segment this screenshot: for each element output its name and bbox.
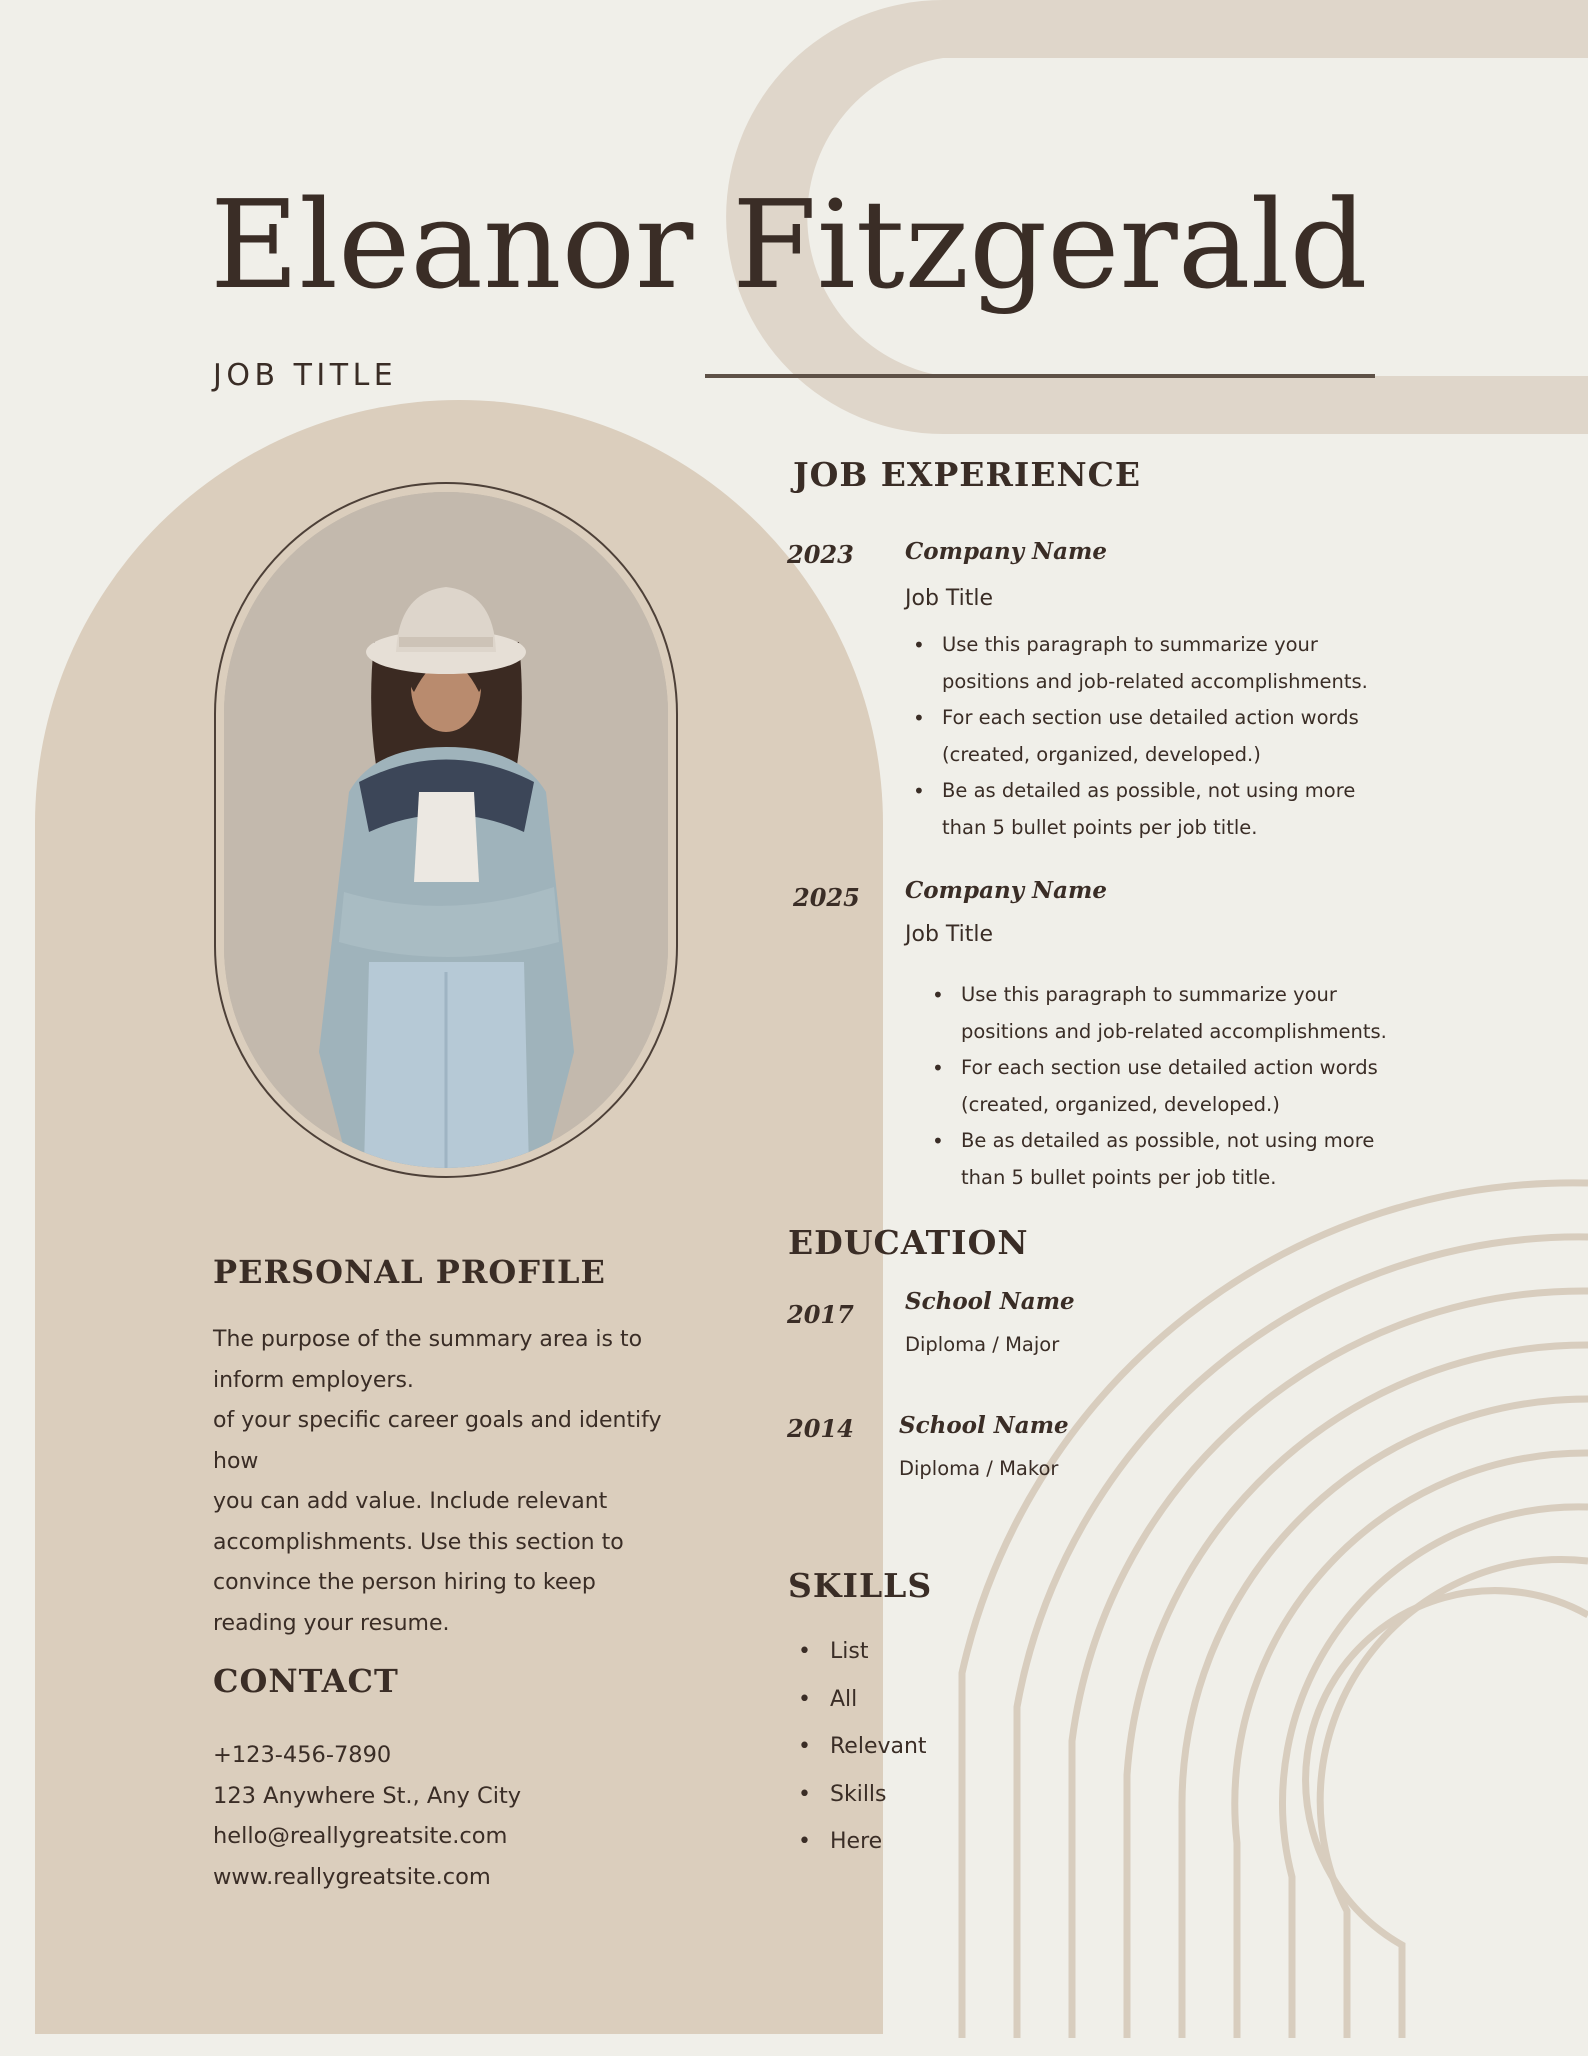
job-title: JOB TITLE [213,358,398,393]
contact-heading: CONTACT [213,1662,399,1700]
bullet-line: • Be as detailed as possible, not using more [961,1129,1375,1152]
experience-bullet [924,1050,1387,1123]
profile-line: The purpose of the summary area is to [213,1327,643,1352]
education-school: School Name [905,1288,1075,1315]
experience-bullet [924,977,1387,1050]
bullet-line: • For each section use detailed action words [942,706,1359,729]
experience-bullet [924,1123,1387,1196]
education-year: 2014 [787,1414,854,1443]
profile-line: of your specific career goals and identify [213,1408,662,1433]
contact-website[interactable]: www.reallygreatsite.com [213,1863,491,1890]
title-divider [705,374,1375,378]
skills-list [798,1628,927,1866]
profile-line: you can add value. Include relevant [213,1489,608,1514]
experience-company: Company Name [905,877,1107,904]
experience-company: Company Name [905,538,1107,565]
bullet-line: positions and job-related accomplishments. [942,669,1368,693]
skill-item: • All [798,1676,927,1724]
profile-summary [213,1320,693,1644]
skill-item: • Here [798,1818,927,1866]
experience-bullet [905,773,1368,846]
education-degree: Diploma / Makor [899,1457,1059,1480]
education-school: School Name [899,1412,1069,1439]
skills-heading: SKILLS [788,1566,933,1605]
experience-heading: JOB EXPERIENCE [793,455,1142,494]
experience-bullets [924,977,1387,1196]
skill-item: • Skills [798,1771,927,1819]
candidate-name: Eleanor Fitzgerald [210,174,1368,316]
experience-year: 2025 [793,883,860,912]
contact-email[interactable]: hello@reallygreatsite.com [213,1823,508,1849]
experience-bullet [905,700,1368,773]
bullet-line: • Use this paragraph to summarize your [961,983,1337,1006]
bullet-line: than 5 bullet points per job title. [942,815,1258,839]
bullet-line: (created, organized, developed.) [961,1092,1280,1116]
bullet-line: • For each section use detailed action words [961,1056,1378,1079]
education-degree: Diploma / Major [905,1333,1060,1356]
contact-list [213,1735,521,1897]
bullet-line: (created, organized, developed.) [942,742,1261,766]
contact-phone: +123-456-7890 [213,1742,392,1768]
bullet-line: positions and job-related accomplishments. [961,1019,1387,1043]
profile-line: convince the person hiring to keep [213,1570,596,1595]
bullet-line: than 5 bullet points per job title. [961,1165,1277,1189]
profile-heading: PERSONAL PROFILE [213,1253,606,1291]
bullet-line: • Use this paragraph to summarize your [942,633,1318,656]
education-year: 2017 [787,1300,854,1329]
skill-item: • Relevant [798,1723,927,1771]
education-heading: EDUCATION [788,1223,1029,1262]
experience-bullet [905,627,1368,700]
experience-year: 2023 [787,540,854,569]
profile-line: inform employers. [213,1367,414,1393]
skill-item: • List [798,1628,927,1676]
experience-role: Job Title [905,922,994,947]
bullet-line: • Be as detailed as possible, not using more [942,779,1356,802]
experience-bullets [905,627,1368,846]
contact-address: 123 Anywhere St., Any City [213,1782,522,1809]
profile-line: reading your resume. [213,1610,450,1636]
profile-line: accomplishments. Use this section to [213,1529,624,1555]
experience-role: Job Title [905,586,994,611]
profile-photo [224,492,668,1168]
profile-line: how [213,1448,259,1474]
person-illustration [224,492,668,1168]
